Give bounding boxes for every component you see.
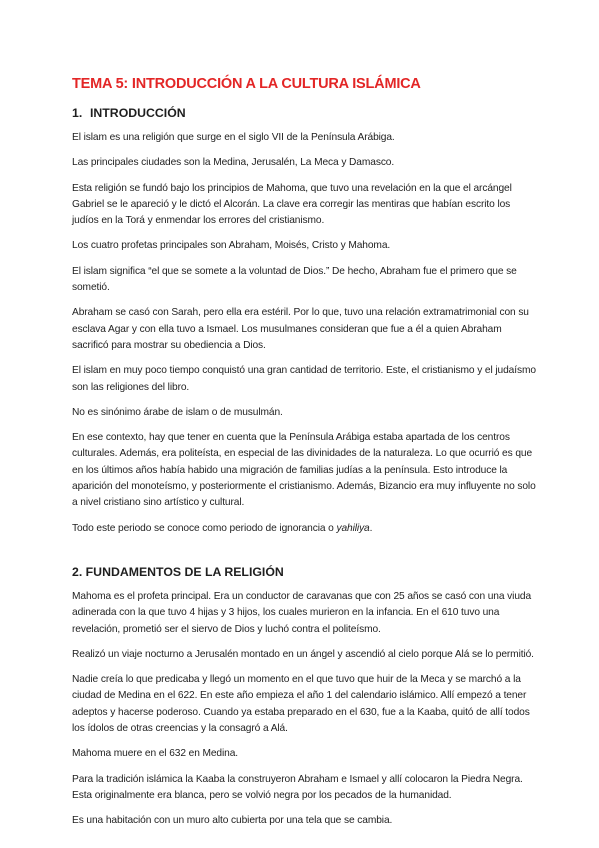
paragraph: Es una habitación con un muro alto cubierta por una tela que se cambia. — [72, 815, 393, 827]
paragraph: Las principales ciudades son la Medina, Jerusalén, La Meca y Damasco. — [72, 157, 395, 169]
paragraph-text: Todo este periodo se conoce como periodo de ignorancia o — [72, 522, 337, 534]
document-title: TEMA 5: INTRODUCCIÓN A LA CULTURA ISLÁMICA — [72, 76, 421, 92]
paragraph: El islam significa “el que se somete a la voluntad de Dios.” De hecho, Abraham fue el primero que se sometió. — [72, 265, 517, 294]
section-heading-text: INTRODUCCIÓN — [90, 106, 186, 120]
paragraph: El islam es una religión que surge en el siglo VII de la Península Arábiga. — [72, 132, 395, 143]
section-heading-fundamentos: 2. FUNDAMENTOS DE LA RELIGIÓN — [72, 564, 284, 579]
italic-term: yahiliya — [336, 522, 370, 534]
paragraph: En ese contexto, hay que tener en cuenta que la Península Arábiga estaba apartada de los centros culturales. Además, era politeísta, en especial de las divinidades de la naturaleza. Lo que ocurrió es que en los últimos años había habido una migración de familias judías a la península. Esto introduce la aparición del monoteísmo, y posteriormente el cristianismo. Además, Bizancio era muy influyente no solo a nivel cristiano sino artístico y cultural. — [72, 432, 536, 509]
paragraph: Mahoma muere en el 632 en Medina. — [72, 748, 239, 760]
paragraph: Esta religión se fundó bajo los principios de Mahoma, que tuvo una revelación en la que el arcángel Gabriel se le apareció y le dictó el Alcorán. La clave era corregir las mentiras que habían escrito los judíos en la Torá y enmendar los errores del cristianismo. — [72, 182, 512, 227]
paragraph: Para la tradición islámica la Kaaba la construyeron Abraham e Ismael y allí colocaron la Piedra Negra. Esta originalmente era blanca, pero se volvió negra por los pecados de la humanidad. — [72, 773, 523, 801]
paragraph: El islam en muy poco tiempo conquistó una gran cantidad de territorio. Este, el cristianismo y el judaísmo son las religiones del libro. — [72, 365, 536, 393]
paragraph-yahiliya — [72, 521, 539, 537]
paragraph: No es sinónimo árabe de islam o de musulmán. — [72, 406, 283, 418]
paragraph: Mahoma es el profeta principal. Era un conductor de caravanas que con 25 años se casó con una viuda adinerada con la que tuvo 4 hijas y 3 hijos, los cuales murieron en la infancia. En el 610 tuvo una revelación, prometió ser el siervo de Dios y luchó contra el politeísmo. — [72, 590, 532, 635]
paragraph: Nadie creía lo que predicaba y llegó un momento en el que tuvo que huir de la Meca y se marchó a la ciudad de Medina en el 622. En este año empieza el año 1 del calendario islámico. Allí empezó a tener adeptos y hacerse poderoso. Cuando ya estaba preparado en el 630, fue a la Kaaba, quitó de allí todos los ídolos de otras creencias y la consagró a Alá. — [72, 674, 530, 735]
section-heading-introduccion — [72, 106, 539, 120]
paragraph: Los cuatro profetas principales son Abraham, Moisés, Cristo y Mahoma. — [72, 240, 391, 252]
paragraph: Abraham se casó con Sarah, pero ella era estéril. Por lo que, tuvo una relación extramatrimonial con su esclava Agar y con ella tuvo a Ismael. Los musulmanes consideran que fue a él a quien Abraham sacrificó para mostrar su obediencia a Dios. — [72, 307, 529, 351]
section-number: 1. — [72, 106, 83, 120]
paragraph-text: . — [369, 522, 373, 534]
paragraph: Realizó un viaje nocturno a Jerusalén montado en un ángel y ascendió al cielo porque Alá se lo permitió. — [72, 648, 534, 660]
